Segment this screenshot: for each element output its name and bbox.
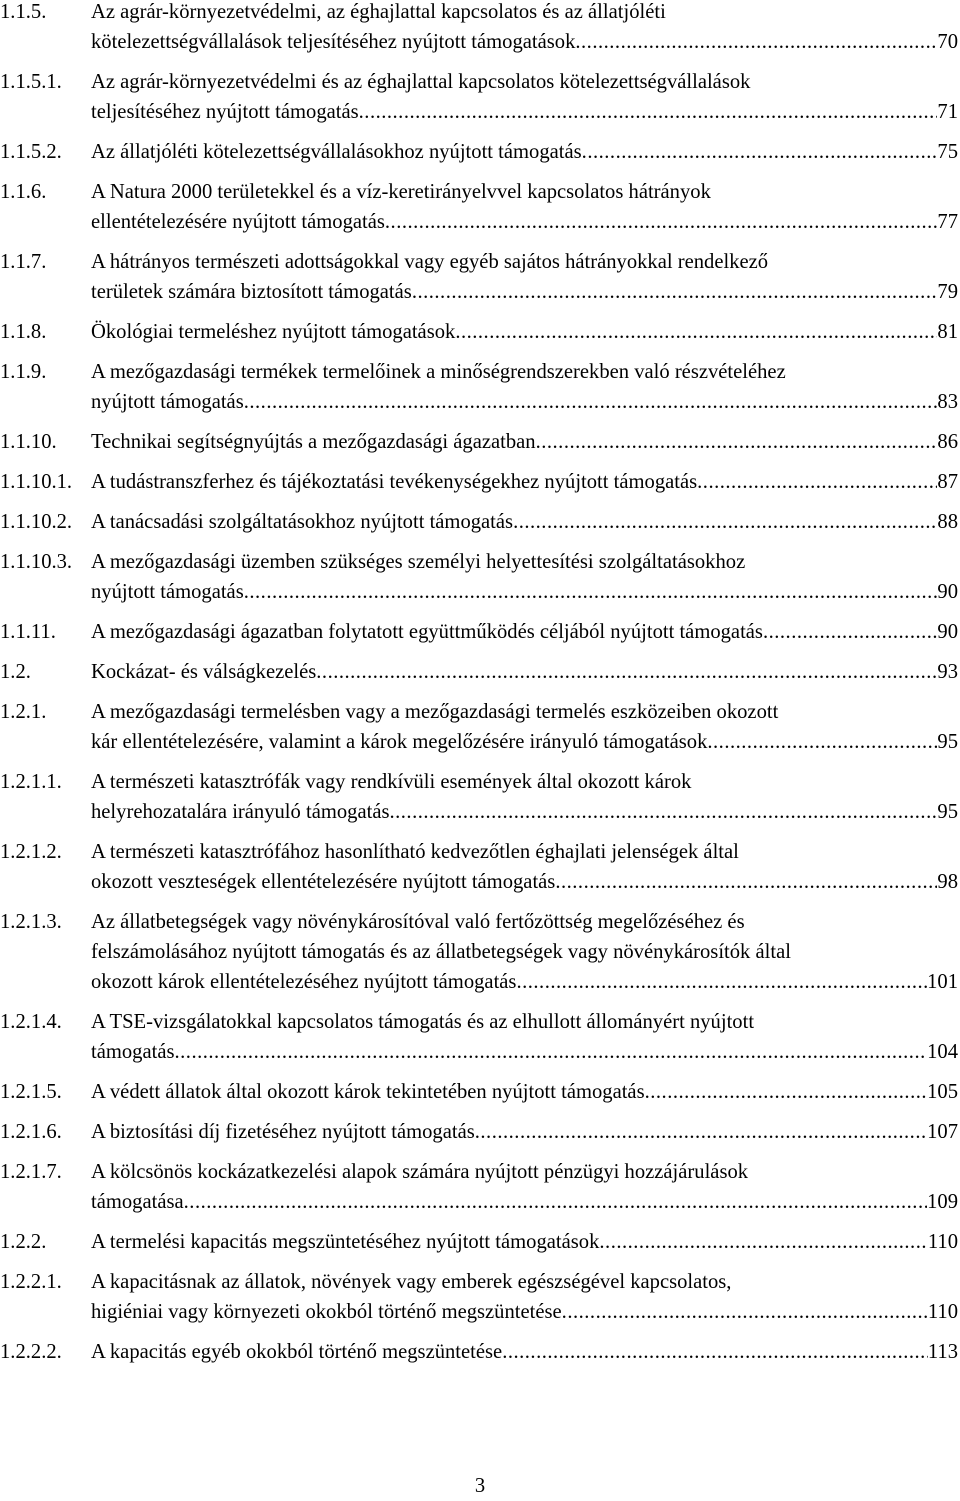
dot-leader: [412, 277, 938, 307]
toc-entry-body: [91, 1337, 958, 1367]
toc-entry-title-line: A mezőgazdasági üzemben szükséges személyi helyettesítési szolgáltatásokhoz: [91, 551, 746, 573]
toc-entry-number: 1.2.1.1.: [0, 771, 62, 793]
toc-entry-title-line: Az agrár-környezetvédelmi és az éghajlattal kapcsolatos kötelezettségvállalások: [91, 71, 751, 93]
toc-entry-title-line: A kölcsönös kockázatkezelési alapok számára nyújtott pénzügyi hozzájárulások: [91, 1161, 749, 1183]
toc-entry-title-line: ellentételezésére nyújtott támogatás: [91, 211, 385, 233]
toc-entry[interactable]: [0, 1117, 958, 1147]
toc-entry-page: 110: [927, 1301, 958, 1323]
toc-entry-number: 1.1.7.: [0, 251, 47, 273]
toc-entry-title-line: Ökológiai termeléshez nyújtott támogatások: [91, 321, 456, 343]
toc-entry-title-line: Az agrár-környezetvédelmi, az éghajlattal kapcsolatos és az állatjóléti: [91, 1, 666, 23]
toc-entry-number: 1.1.6.: [0, 181, 47, 203]
toc-entry-page: 75: [937, 141, 958, 163]
dot-leader: [502, 1337, 928, 1367]
toc-entry[interactable]: [0, 177, 958, 237]
toc-entry-page: 110: [927, 1231, 958, 1253]
toc-entry-body: [91, 507, 958, 537]
toc-entry-body: [91, 317, 958, 347]
toc-entry-page: 101: [927, 971, 958, 993]
toc-entry-body: [91, 1267, 958, 1327]
toc-entry[interactable]: [0, 507, 958, 537]
toc-entry-body: [91, 617, 958, 647]
toc-entry-body: [91, 0, 958, 57]
toc-entry[interactable]: [0, 467, 958, 497]
dot-leader: [385, 207, 938, 237]
toc-entry-number: 1.1.8.: [0, 321, 47, 343]
toc-entry[interactable]: [0, 697, 958, 757]
toc-entry-body: [91, 1157, 958, 1217]
toc-entry-body: [91, 547, 958, 607]
toc-entry[interactable]: [0, 67, 958, 127]
toc-entry-title-line: A termelési kapacitás megszüntetéséhez nyújtott támogatások: [91, 1231, 600, 1253]
toc-entry-number: 1.1.5.1.: [0, 71, 62, 93]
toc-entry-last-line: [91, 1337, 958, 1367]
toc-entry-last-line: [91, 1117, 958, 1147]
toc-entry-page: 104: [927, 1041, 958, 1063]
toc-entry-title-line: Kockázat- és válságkezelés: [91, 661, 317, 683]
toc-entry-title-line: A mezőgazdasági termelésben vagy a mezőgazdasági termelés eszközeiben okozott: [91, 701, 779, 723]
toc-entry-page: 90: [937, 581, 958, 603]
toc-entry-body: [91, 177, 958, 237]
dot-leader: [555, 867, 937, 897]
toc-entry-page: 109: [927, 1191, 958, 1213]
toc-entry-number: 1.1.5.2.: [0, 141, 62, 163]
toc-entry-page: 107: [927, 1121, 958, 1143]
dot-leader: [184, 1187, 927, 1217]
dot-leader: [707, 727, 937, 757]
toc-entry-title-line: higiéniai vagy környezeti okokból történő megszüntetése: [91, 1301, 562, 1323]
toc-entry-page: 71: [937, 101, 958, 123]
dot-leader: [244, 577, 938, 607]
dot-leader: [475, 1117, 927, 1147]
toc-entry-body: [91, 697, 958, 757]
toc-entry-title-line: A kapacitásnak az állatok, növények vagy emberek egészségével kapcsolatos,: [91, 1271, 732, 1293]
dot-leader: [763, 617, 937, 647]
toc-entry[interactable]: [0, 767, 958, 827]
toc-entry-title-line: kár ellentételezésére, valamint a károk megelőzésére irányuló támogatások: [91, 731, 708, 753]
toc-entry-number: 1.2.1.5.: [0, 1081, 62, 1103]
toc-entry[interactable]: [0, 1157, 958, 1217]
toc-entry[interactable]: [0, 837, 958, 897]
toc-entry-title-line: A Natura 2000 területekkel és a víz-keretirányelvvel kapcsolatos hátrányok: [91, 181, 711, 203]
toc-entry-last-line: [91, 1187, 958, 1217]
toc-entry-title-line: A védett állatok által okozott károk tekintetében nyújtott támogatás: [91, 1081, 645, 1103]
toc-entry-page: 95: [937, 731, 958, 753]
toc-entry-last-line: [91, 427, 958, 457]
toc-entry[interactable]: [0, 1077, 958, 1107]
toc-entry-last-line: [91, 97, 958, 127]
dot-leader: [359, 97, 938, 127]
toc-entry-body: [91, 67, 958, 127]
toc-entry-last-line: [91, 1227, 958, 1257]
toc-entry-title-line: helyrehozatalára irányuló támogatás: [91, 801, 390, 823]
toc-entry-body: [91, 907, 958, 997]
toc-entry-last-line: [91, 207, 958, 237]
toc-entry[interactable]: [0, 317, 958, 347]
toc-entry-page: 98: [937, 871, 958, 893]
toc-entry[interactable]: [0, 547, 958, 607]
toc-entry-page: 93: [937, 661, 958, 683]
toc-entry-title-line: nyújtott támogatás: [91, 391, 244, 413]
toc-entry[interactable]: [0, 657, 958, 687]
dot-leader: [316, 657, 937, 687]
toc-entry-body: [91, 427, 958, 457]
toc-entry[interactable]: [0, 617, 958, 647]
toc-entry[interactable]: [0, 1267, 958, 1327]
toc-entry-last-line: [91, 727, 958, 757]
dot-leader: [645, 1077, 928, 1107]
toc-entry-last-line: [91, 1077, 958, 1107]
toc-entry-title-line: A kapacitás egyéb okokból történő megszüntetése: [91, 1341, 503, 1363]
dot-leader: [536, 427, 938, 457]
toc-entry-title-line: A hátrányos természeti adottságokkal vagy egyéb sajátos hátrányokkal rendelkező: [91, 251, 769, 273]
toc-entry-title-line: A biztosítási díj fizetéséhez nyújtott támogatás: [91, 1121, 475, 1143]
toc-entry-number: 1.1.10.2.: [0, 511, 73, 533]
toc-entry-title-line: A természeti katasztrófához hasonlítható kedvezőtlen éghajlati jelenségek által: [91, 841, 739, 863]
toc-entry-title-line: támogatása: [91, 1191, 184, 1213]
toc-entry[interactable]: [0, 0, 958, 57]
toc-entry-body: [91, 1227, 958, 1257]
toc-entry-title-line: Az állatbetegségek vagy növénykárosítóval való fertőzöttség megelőzéséhez és: [91, 911, 745, 933]
toc-entry-number: 1.1.10.: [0, 431, 57, 453]
toc-entry-body: [91, 1117, 958, 1147]
toc-entry-last-line: [91, 967, 958, 997]
dot-leader: [575, 27, 937, 57]
toc-entry-last-line: [91, 577, 958, 607]
dot-leader: [175, 1037, 928, 1067]
toc-entry-title-line: nyújtott támogatás: [91, 581, 244, 603]
toc-entry-title-line: A TSE-vizsgálatokkal kapcsolatos támogatás és az elhullott állományért nyújtott: [91, 1011, 755, 1033]
toc-entry-number: 1.2.: [0, 661, 31, 683]
toc-entry[interactable]: [0, 357, 958, 417]
toc-entry-title-line: A természeti katasztrófák vagy rendkívüli események által okozott károk: [91, 771, 692, 793]
toc-entry-last-line: [91, 797, 958, 827]
toc-entry[interactable]: [0, 137, 958, 167]
toc-entry-title-line: A mezőgazdasági termékek termelőinek a minőségrendszerekben való részvételéhez: [91, 361, 786, 383]
toc-entry-last-line: [91, 1297, 958, 1327]
toc-entry-title-line: támogatás: [91, 1041, 175, 1063]
toc-entry-page: 77: [937, 211, 958, 233]
toc-entry-page: 79: [937, 281, 958, 303]
toc-entry-page: 81: [937, 321, 958, 343]
toc-entry-last-line: [91, 657, 958, 687]
toc-entry-number: 1.2.1.3.: [0, 911, 62, 933]
toc-entry-title-line: felszámolásához nyújtott támogatás és az állatbetegségek vagy növénykárosítók által: [91, 941, 791, 963]
toc-entry-page: 70: [937, 31, 958, 53]
dot-leader: [516, 967, 927, 997]
dot-leader: [697, 467, 937, 497]
dot-leader: [455, 317, 937, 347]
toc-entry-body: [91, 467, 958, 497]
toc-entry-number: 1.2.1.: [0, 701, 47, 723]
toc-entry-last-line: [91, 277, 958, 307]
toc-entry-page: 83: [937, 391, 958, 413]
toc-entry-title-line: kötelezettségvállalások teljesítéséhez nyújtott támogatások: [91, 31, 576, 53]
toc-entry-title-line: okozott károk ellentételezéséhez nyújtott támogatás: [91, 971, 517, 993]
toc-entry-title-line: okozott veszteségek ellentételezésére nyújtott támogatás: [91, 871, 556, 893]
toc-entry-body: [91, 247, 958, 307]
toc-entry-number: 1.2.1.6.: [0, 1121, 62, 1143]
dot-leader: [599, 1227, 927, 1257]
toc-entry-last-line: [91, 507, 958, 537]
page-number: 3: [474, 1475, 486, 1497]
dot-leader: [562, 1297, 928, 1327]
toc-entry-number: 1.2.2.1.: [0, 1271, 62, 1293]
toc-entry[interactable]: [0, 247, 958, 307]
toc-entry[interactable]: [0, 1007, 958, 1067]
toc-entry-page: 86: [937, 431, 958, 453]
toc-entry-number: 1.1.10.3.: [0, 551, 73, 573]
toc-entry-page: 87: [937, 471, 958, 493]
toc-entry-last-line: [91, 137, 958, 167]
toc-entry-number: 1.1.5.: [0, 1, 47, 23]
toc-entry-title-line: teljesítéséhez nyújtott támogatás: [91, 101, 359, 123]
toc-entry-body: [91, 1007, 958, 1067]
toc-entry-title-line: Az állatjóléti kötelezettségvállalásokhoz nyújtott támogatás: [91, 141, 582, 163]
toc-entry-page: 113: [927, 1341, 958, 1363]
toc-entry-last-line: [91, 317, 958, 347]
toc-entry-title-line: A tanácsadási szolgáltatásokhoz nyújtott támogatás: [91, 511, 514, 533]
toc-entry[interactable]: [0, 1227, 958, 1257]
toc-entry-title-line: Technikai segítségnyújtás a mezőgazdasági ágazatban: [91, 431, 536, 453]
toc-entry-page: 95: [937, 801, 958, 823]
toc-entry-number: 1.1.9.: [0, 361, 47, 383]
toc-entry-last-line: [91, 467, 958, 497]
toc-entry-page: 88: [937, 511, 958, 533]
toc-entry[interactable]: [0, 1337, 958, 1367]
toc-entry-page: 90: [937, 621, 958, 643]
toc-entry[interactable]: [0, 427, 958, 457]
toc-entry-body: [91, 837, 958, 897]
toc-entry-body: [91, 137, 958, 167]
toc-entry-body: [91, 657, 958, 687]
toc-entry-body: [91, 1077, 958, 1107]
toc-entry-title-line: területek számára biztosított támogatás: [91, 281, 412, 303]
toc-entry-title-line: A tudástranszferhez és tájékoztatási tevékenységekhez nyújtott támogatás: [91, 471, 698, 493]
toc-entry-last-line: [91, 867, 958, 897]
dot-leader: [244, 387, 938, 417]
toc-entry-number: 1.2.1.2.: [0, 841, 62, 863]
toc-entry-number: 1.2.1.7.: [0, 1161, 62, 1183]
toc-entry-body: [91, 767, 958, 827]
dot-leader: [389, 797, 937, 827]
toc-entry-page: 105: [927, 1081, 958, 1103]
toc-entry-last-line: [91, 1037, 958, 1067]
toc-entry-last-line: [91, 617, 958, 647]
toc-entry[interactable]: [0, 907, 958, 997]
toc-entry-body: [91, 357, 958, 417]
toc-entry-number: 1.2.2.: [0, 1231, 47, 1253]
dot-leader: [513, 507, 937, 537]
toc-entry-number: 1.2.1.4.: [0, 1011, 62, 1033]
toc-entry-number: 1.1.10.1.: [0, 471, 73, 493]
toc-entry-number: 1.2.2.2.: [0, 1341, 62, 1363]
toc-entry-last-line: [91, 27, 958, 57]
dot-leader: [582, 137, 938, 167]
toc-entry-last-line: [91, 387, 958, 417]
toc-entry-number: 1.1.11.: [0, 621, 56, 643]
toc-entry-title-line: A mezőgazdasági ágazatban folytatott együttműködés céljából nyújtott támogatás: [91, 621, 763, 643]
